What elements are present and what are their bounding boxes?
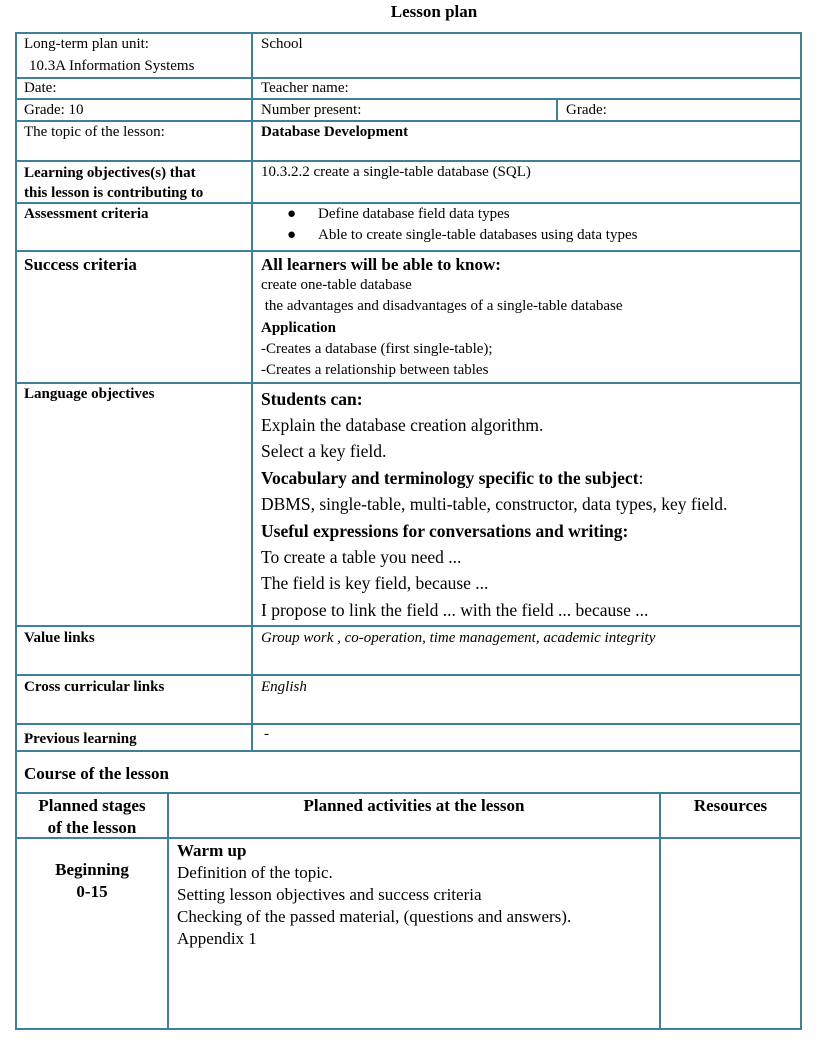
- language-objectives-label: Language objectives: [24, 386, 155, 402]
- previous-learning-label: Previous learning: [24, 731, 137, 747]
- bullet-icon: ●: [287, 227, 297, 243]
- expression-line: To create a table you need ...: [261, 547, 462, 567]
- vocabulary-colon: :: [638, 468, 644, 488]
- vocabulary-heading: Vocabulary and terminology specific to the subject: [261, 468, 639, 488]
- value-links-label: Value links: [24, 630, 95, 646]
- activities-column-header: Planned activities at the lesson: [303, 796, 525, 815]
- stages-header-line: of the lesson: [47, 818, 137, 837]
- stages-header-line: Planned stages: [38, 796, 146, 815]
- table-border-right: [800, 32, 802, 1030]
- cross-curricular-value: English: [261, 679, 307, 695]
- row-divider: [15, 625, 802, 627]
- application-line: -Creates a relationship between tables: [261, 362, 489, 378]
- table-border-bottom: [15, 1028, 802, 1030]
- success-criteria-label: Success criteria: [24, 255, 137, 274]
- row-divider: [15, 723, 802, 725]
- row-divider: [15, 77, 802, 79]
- column-divider: [251, 32, 253, 752]
- list-item: [287, 204, 637, 225]
- topic-value: Database Development: [261, 124, 409, 140]
- school-label: School: [261, 36, 303, 52]
- stage-name: [17, 859, 167, 903]
- success-line: the advantages and disadvantages of a single-table database: [261, 298, 623, 314]
- bullet-icon: ●: [287, 206, 297, 222]
- cross-curricular-label: Cross curricular links: [24, 679, 165, 695]
- success-line: create one-table database: [261, 277, 412, 293]
- row-divider: [15, 250, 802, 252]
- column-divider: [556, 98, 558, 122]
- students-can-heading: Students can:: [261, 389, 363, 409]
- previous-learning-value: -: [264, 726, 269, 742]
- long-term-plan-label: Long-term plan unit:: [24, 36, 149, 52]
- assessment-criteria-label: Assessment criteria: [24, 206, 149, 222]
- expression-line: I propose to link the field ... with the field ... because ...: [261, 600, 649, 620]
- learning-objectives-label: this lesson is contributing to: [24, 185, 204, 201]
- column-divider: [659, 792, 661, 1030]
- date-label: Date:: [24, 80, 57, 96]
- teacher-name-label: Teacher name:: [261, 80, 349, 96]
- grade-level-label: Grade: 10: [24, 102, 84, 118]
- activity-line: Definition of the topic.: [177, 863, 333, 882]
- grade-label: Grade:: [566, 102, 607, 118]
- number-present-label: Number present:: [261, 102, 362, 118]
- stage-time: 0-15: [76, 882, 108, 901]
- list-item-text: Define database field data types: [318, 206, 510, 222]
- column-divider: [167, 792, 169, 1030]
- list-item: [287, 225, 637, 246]
- vocabulary-line: DBMS, single-table, multi-table, constructor, data types, key field.: [261, 494, 728, 514]
- language-line: Explain the database creation algorithm.: [261, 415, 544, 435]
- application-heading: Application: [261, 320, 337, 336]
- document-title: Lesson plan: [390, 2, 478, 21]
- row-divider: [15, 750, 802, 752]
- application-line: -Creates a database (first single-table);: [261, 341, 493, 357]
- expressions-heading: Useful expressions for conversations and writing:: [261, 521, 629, 541]
- assessment-criteria-list: [287, 204, 637, 246]
- activity-line: Checking of the passed material, (questions and answers).: [177, 907, 572, 926]
- activity-line: Setting lesson objectives and success criteria: [177, 885, 482, 904]
- success-heading: All learners will be able to know:: [261, 255, 501, 274]
- language-line: Select a key field.: [261, 441, 387, 461]
- stage-title: Beginning: [55, 860, 129, 879]
- learning-objectives-value: 10.3.2.2 create a single-table database (SQL): [261, 164, 531, 180]
- warm-up-heading: Warm up: [177, 841, 247, 860]
- vocabulary-heading-row: [261, 465, 643, 492]
- activity-line: Appendix 1: [177, 929, 257, 948]
- list-item-text: Able to create single-table databases using data types: [318, 227, 638, 243]
- value-links-value: Group work , co-operation, time management, academic integrity: [261, 630, 656, 646]
- row-divider: [15, 792, 802, 794]
- expression-line: The field is key field, because ...: [261, 573, 489, 593]
- course-of-lesson-heading: Course of the lesson: [24, 764, 169, 783]
- long-term-plan-value: 10.3A Information Systems: [29, 58, 195, 74]
- row-divider: [15, 98, 802, 100]
- topic-label: The topic of the lesson:: [24, 124, 165, 140]
- row-divider: [15, 674, 802, 676]
- resources-column-header: Resources: [693, 796, 768, 815]
- stages-column-header: [17, 795, 167, 839]
- learning-objectives-label: Learning objectives(s) that: [24, 165, 196, 181]
